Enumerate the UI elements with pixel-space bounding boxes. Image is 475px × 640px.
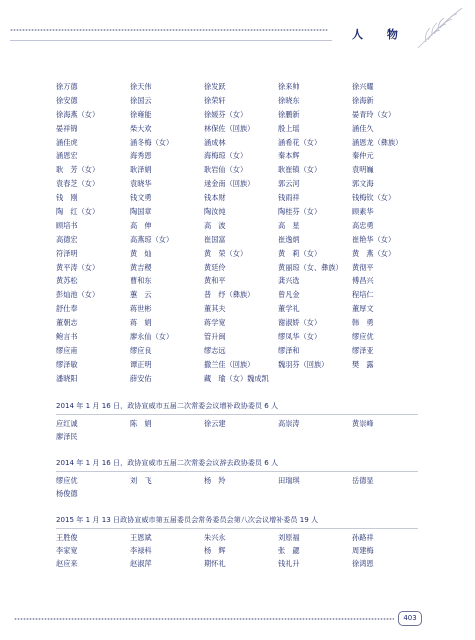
member-name: 耿泽娟 (130, 165, 152, 175)
member-name: 徐云建 (204, 418, 226, 428)
footer-dot-rule (14, 617, 394, 621)
member-name: 曹和东 (130, 276, 152, 286)
member-name: 徐晓东 (278, 95, 300, 105)
member-name: 海秀恩 (130, 151, 152, 161)
member-name: 黄 莉（女） (278, 248, 322, 258)
member-name: 彭灿池（女） (56, 290, 100, 300)
member-name: 袁春芝（女） (56, 179, 100, 189)
member-name: 崔国富 (204, 234, 226, 244)
member-name: 王胜俊 (56, 532, 78, 542)
member-name: 杨俊德 (56, 488, 78, 498)
member-name: 赵应来 (56, 558, 78, 568)
appointment-section (56, 457, 426, 500)
member-name: 期怀礼 (204, 558, 226, 568)
member-name: 缪志远 (204, 345, 226, 355)
member-name: 晏祥锦 (56, 123, 78, 133)
member-name: 逯金南（回族） (204, 179, 255, 189)
member-name: 黄和平 (204, 276, 226, 286)
member-name: 潘晓阳 (56, 373, 78, 383)
member-list (56, 80, 426, 570)
member-name: 杨 辉 (204, 545, 226, 555)
member-name: 徐雍能 (130, 109, 152, 119)
member-name: 秦本辉 (278, 151, 300, 161)
member-name: 黄吉稷 (130, 262, 152, 272)
member-name: 涵佳虎 (56, 137, 78, 147)
member-name: 周建梅 (352, 545, 374, 555)
member-name: 舒仕奉 (56, 304, 78, 314)
member-name: 缪应优 (352, 332, 374, 342)
member-name: 钱梅钦（女） (352, 193, 396, 203)
member-name: 董朝志 (56, 318, 78, 328)
section-title-label: 人 物 (352, 28, 408, 41)
member-name: 耿崔镇（女） (278, 165, 322, 175)
member-name: 晏青玲（女） (352, 109, 396, 119)
member-name: 魏羽芬（回族） (278, 359, 329, 369)
member-name: 涵恩宏 (56, 151, 78, 161)
member-name: 赵淑萍 (130, 558, 152, 568)
member-name: 徐万德 (56, 82, 78, 91)
member-name: 缪应甫 (56, 345, 78, 355)
member-name: 徐荣轩 (204, 95, 226, 105)
member-name: 刘 飞 (130, 475, 152, 485)
member-name: 徐来帅 (278, 82, 300, 91)
member-name: 徐海燕（女） (56, 109, 100, 119)
member-name: 陶汝纯 (204, 207, 226, 217)
member-name: 柴大欢 (130, 123, 152, 133)
member-name: 陶 红（女） (56, 207, 100, 217)
member-name: 田瑞琪 (278, 475, 300, 485)
member-name: 蒋世彬 (130, 304, 152, 314)
section-name-grid (56, 417, 426, 443)
member-name: 董厚文 (352, 304, 374, 314)
member-name: 徐媛芬（女） (204, 109, 248, 119)
member-name: 徐天伟 (130, 82, 152, 91)
member-name: 岳德显 (352, 475, 374, 485)
member-name: 黄崇峰 (352, 418, 374, 428)
section-name-grid (56, 474, 426, 500)
member-name: 顾素华 (352, 207, 374, 217)
member-name: 黄苏松 (56, 276, 78, 286)
member-name: 李禄科 (130, 545, 152, 555)
page-footer (0, 608, 475, 632)
member-name: 崔艳华（女） (352, 234, 396, 244)
member-name: 黄丽琼（女、彝族） (278, 262, 343, 272)
member-name: 涵冬梅（女） (130, 137, 174, 147)
member-name: 徐鸿恩 (352, 558, 374, 568)
member-name: 缪应优 (56, 475, 78, 485)
member-name: 应红诚 (56, 418, 78, 428)
member-name: 符泽明 (56, 248, 78, 258)
member-name: 缪泽敏 (56, 359, 78, 369)
wheat-leaf-icon (410, 4, 470, 50)
member-name: 蒋学宽 (204, 318, 226, 328)
member-name: 顾培书 (56, 220, 78, 230)
member-name: 袁晓华 (130, 179, 152, 189)
member-name: 程培仁 (352, 290, 374, 300)
member-name: 黄 荣（女） (204, 248, 248, 258)
member-name: 林保佐（回族） (204, 123, 255, 133)
member-name: 徐鹏新 (278, 109, 300, 119)
member-name: 缪凤华（女） (278, 332, 322, 342)
member-name: 徐安德 (56, 95, 78, 105)
member-name: 陶桂芬（女） (278, 207, 322, 217)
member-name: 谢淑娇（女） (278, 318, 322, 328)
member-name: 董学礼 (278, 304, 300, 314)
member-name: 涵成林 (204, 137, 226, 147)
member-name: 樊 露 (352, 359, 374, 369)
member-name: 藏 瑜（女）魏成凯 (204, 373, 269, 383)
member-name (278, 372, 352, 386)
section-heading: 2014 年 1 月 16 日，政协宣威市五届二次常委会议增补政协委员 6 人 (56, 400, 279, 410)
section-heading: 2015 年 1 月 13 日政协宣威市第五届委员会常务委员会第八次会议增补委员 19 人 (56, 514, 319, 524)
member-name: 高忠勇 (352, 220, 374, 230)
member-name: 孙路祥 (352, 532, 374, 542)
member-name: 郭云河 (278, 179, 300, 189)
member-name: 缪应良 (130, 345, 152, 355)
member-name: 杨 羚 (204, 475, 226, 485)
member-name: 傅昌兴 (352, 276, 374, 286)
member-name: 张 勰 (278, 545, 300, 555)
member-name: 廖泽民 (56, 431, 78, 441)
member-name: 海梅琼（女） (204, 151, 248, 161)
member-name: 钱礼升 (278, 558, 300, 568)
member-name: 徐海新 (352, 95, 374, 105)
member-name: 蕙 云 (130, 290, 152, 300)
member-name: 管升闽 (204, 332, 226, 342)
main-name-grid (56, 80, 426, 386)
member-name: 黄 灿 (130, 248, 152, 258)
appointment-section (56, 514, 426, 570)
member-name: 薛安佑 (130, 373, 152, 383)
member-name: 黄彻平 (352, 262, 374, 272)
member-name: 谭正明 (130, 359, 152, 369)
member-name: 刘原福 (278, 532, 300, 542)
member-name: 耿岩仙（女） (204, 165, 248, 175)
member-name: 高崇涛 (278, 418, 300, 428)
section-divider (56, 414, 418, 415)
member-name: 徐国云 (130, 95, 152, 105)
section-divider (56, 528, 418, 529)
member-name: 王恩斌 (130, 532, 152, 542)
member-name: 黄 燕（女） (352, 248, 396, 258)
member-name: 钱文勇 (130, 193, 152, 203)
member-name: 朱兴永 (204, 532, 226, 542)
member-name: 秦仲元 (352, 151, 374, 161)
member-name: 黄平涛（女） (56, 262, 100, 272)
member-name: 黄廷伶 (204, 262, 226, 272)
header-divider (10, 40, 332, 41)
member-name: 李家宽 (56, 545, 78, 555)
member-name: 郭文海 (352, 179, 374, 189)
member-name: 董其夫 (204, 304, 226, 314)
appointment-section (56, 400, 426, 443)
member-name: 高 星 (278, 220, 300, 230)
member-name: 普 纾（彝族） (204, 290, 255, 300)
member-name: 高德宏 (56, 234, 78, 244)
member-name: 钱雨祥 (278, 193, 300, 203)
supplementary-sections (56, 400, 426, 570)
member-name (352, 372, 426, 386)
member-name: 缪泽和 (278, 345, 300, 355)
member-name: 撒兰佳（回族） (204, 359, 255, 369)
member-name: 曾凡金 (278, 290, 300, 300)
member-name: 钱本财 (204, 193, 226, 203)
member-name: 高燕琼（女） (130, 234, 174, 244)
page-header (0, 0, 475, 60)
member-name: 涵恩龙（彝族） (352, 137, 403, 147)
member-name: 殷上瑶 (278, 123, 300, 133)
member-name: 徐发跃 (204, 82, 226, 91)
member-name: 鲍言书 (56, 332, 78, 342)
member-name: 涵希花（女） (278, 137, 322, 147)
member-name: 钱 刚 (56, 193, 78, 203)
member-name: 涵佳久 (352, 123, 374, 133)
member-name: 袁明巍 (352, 165, 374, 175)
section-divider (56, 471, 418, 472)
section-heading: 2014 年 1 月 16 日，政协宣威市五届二次常委会议辞去政协委员 6 人 (56, 457, 279, 467)
member-name: 耿 芳（女） (56, 165, 100, 175)
member-name: 徐兴耀 (352, 82, 374, 91)
member-name: 韩 勇 (352, 318, 374, 328)
member-name: 廖永仙（女） (130, 332, 174, 342)
member-name: 蒋 娟 (130, 318, 152, 328)
member-name: 缪泽亚 (352, 345, 374, 355)
page-number: 403 (398, 611, 422, 626)
member-name: 陶国章 (130, 207, 152, 217)
member-name: 高 波 (204, 220, 226, 230)
member-name: 龚兴选 (278, 276, 300, 286)
member-name: 高 伸 (130, 220, 152, 230)
member-name: 崔逸炳 (278, 234, 300, 244)
member-name: 陈 娟 (130, 418, 152, 428)
header-dot-rule (10, 28, 328, 32)
section-name-grid (56, 531, 426, 570)
